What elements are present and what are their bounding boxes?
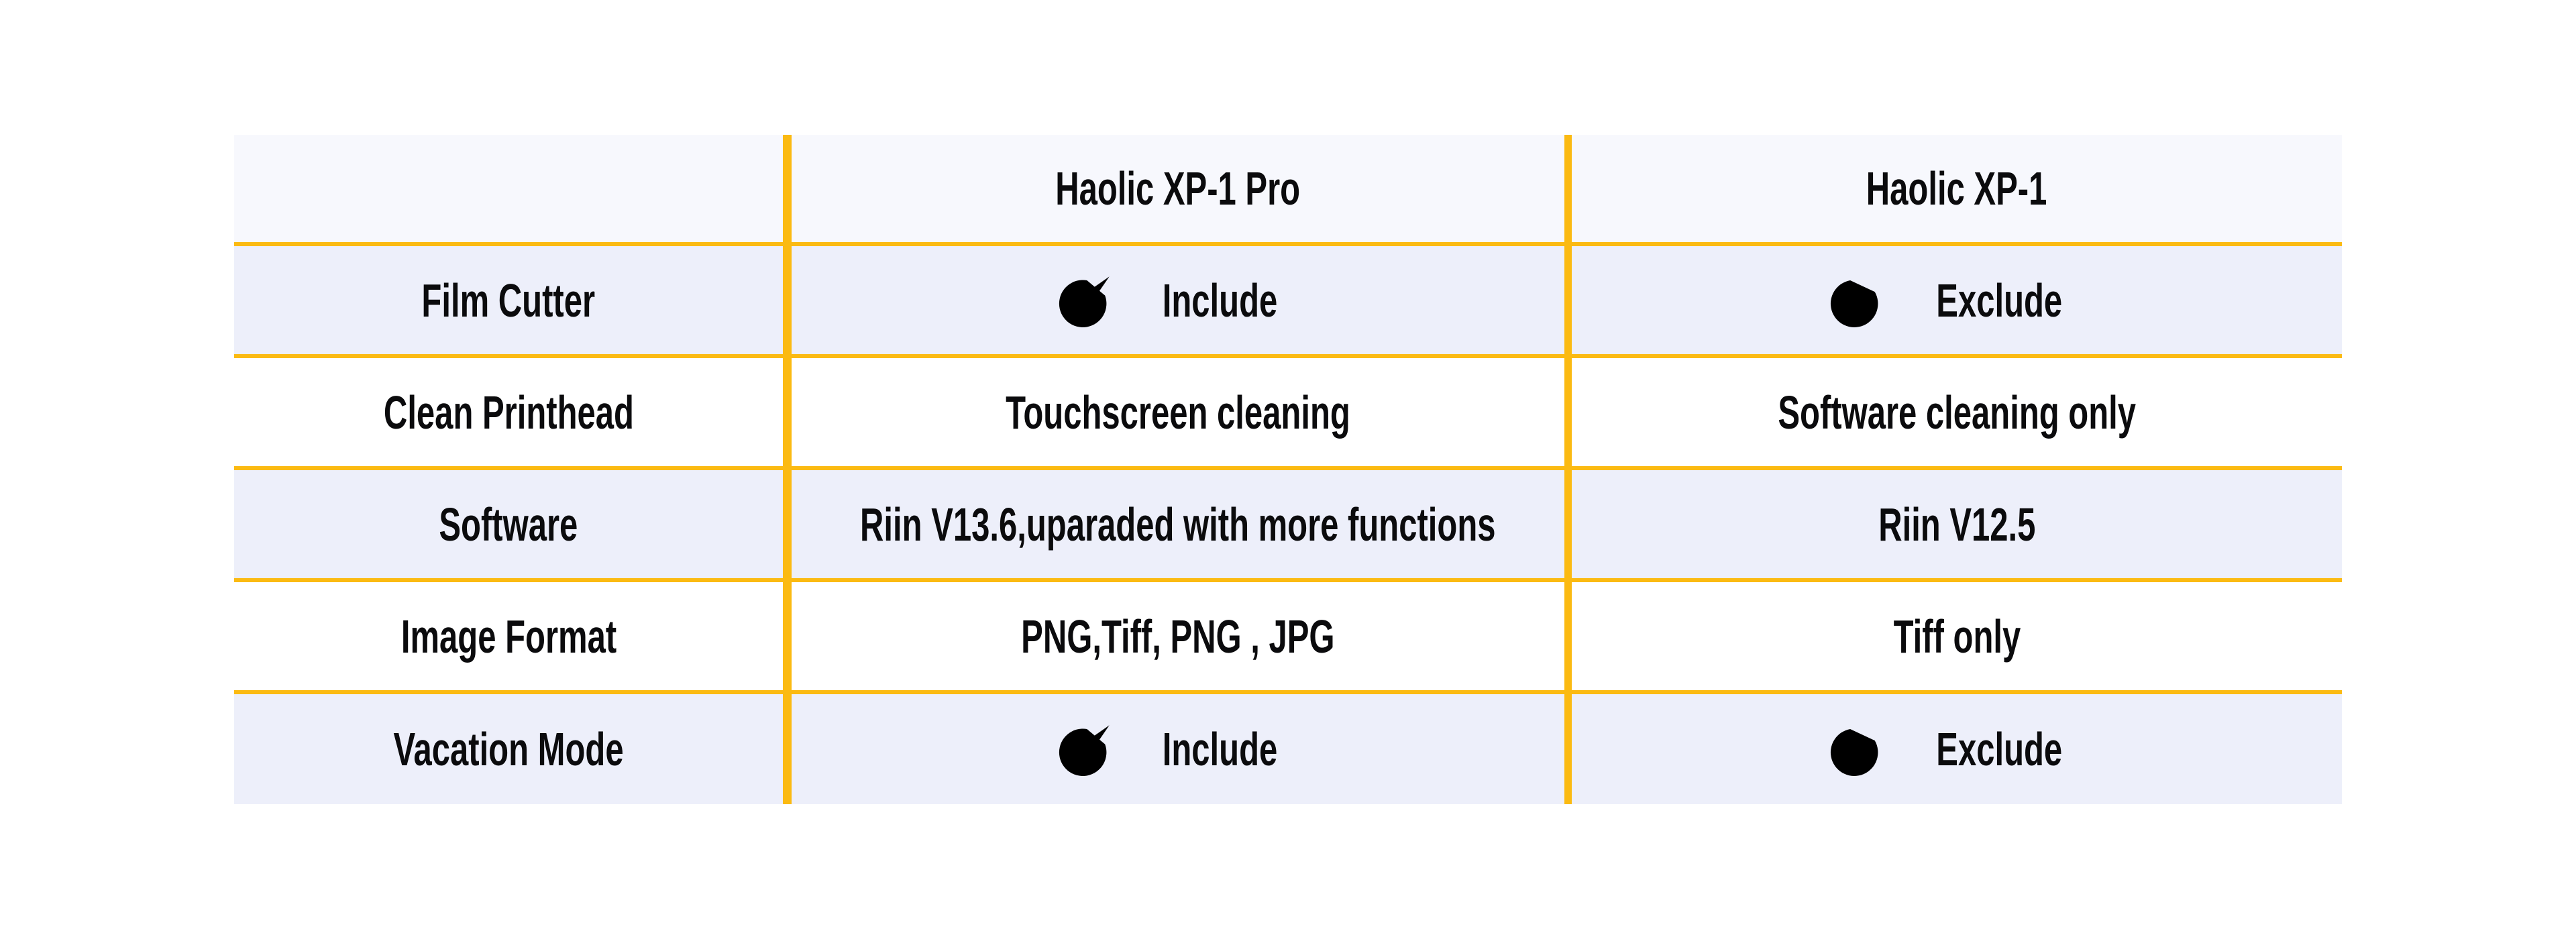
value-label: Include bbox=[1163, 723, 1278, 775]
feature-label: Film Cutter bbox=[421, 274, 596, 327]
vertical-divider-2 bbox=[1564, 582, 1572, 690]
feature-cell-software bbox=[234, 470, 783, 578]
vertical-divider-2 bbox=[1564, 694, 1572, 804]
feature-label: Clean Printhead bbox=[383, 386, 634, 439]
vertical-divider-1 bbox=[783, 246, 792, 354]
header-cell-pro bbox=[792, 135, 1564, 242]
value-cell-base-film-cutter bbox=[1572, 246, 2342, 354]
value-cell-pro-film-cutter bbox=[792, 246, 1564, 354]
check-circle-icon bbox=[1053, 718, 1116, 781]
value-label: Software cleaning only bbox=[1778, 386, 2136, 439]
feature-cell-vacation-mode bbox=[234, 694, 783, 804]
feature-cell-film-cutter bbox=[234, 246, 783, 354]
feature-cell-image-format bbox=[234, 582, 783, 690]
vertical-divider-1 bbox=[783, 358, 792, 466]
check-circle-icon bbox=[1053, 269, 1116, 332]
value-cell-pro-software bbox=[792, 470, 1564, 578]
value-cell-base-vacation-mode bbox=[1572, 694, 2342, 804]
value-label: Touchscreen cleaning bbox=[1006, 386, 1350, 439]
vertical-divider-2 bbox=[1564, 135, 1572, 242]
comparison-table bbox=[234, 135, 2342, 804]
value-cell-base-image-format bbox=[1572, 582, 2342, 690]
vertical-divider-1 bbox=[783, 470, 792, 578]
feature-label: Vacation Mode bbox=[393, 723, 624, 775]
column-header-label: Haolic XP-1 bbox=[1866, 162, 2047, 215]
feature-cell-clean-printhead bbox=[234, 358, 783, 466]
vertical-divider-1 bbox=[783, 694, 792, 804]
value-cell-pro-clean-printhead bbox=[792, 358, 1564, 466]
header-cell-blank bbox=[234, 135, 783, 242]
feature-label: Image Format bbox=[400, 610, 616, 663]
value-label: Exclude bbox=[1936, 274, 2062, 327]
x-circle-icon bbox=[1825, 269, 1888, 332]
value-label: Riin V13.6,uparaded with more functions bbox=[860, 498, 1496, 551]
value-label: Include bbox=[1163, 274, 1278, 327]
value-cell-pro-vacation-mode bbox=[792, 694, 1564, 804]
vertical-divider-2 bbox=[1564, 246, 1572, 354]
value-label: Exclude bbox=[1936, 723, 2062, 775]
vertical-divider-2 bbox=[1564, 358, 1572, 466]
vertical-divider-1 bbox=[783, 135, 792, 242]
feature-label: Software bbox=[439, 498, 578, 551]
value-label: PNG,Tiff, PNG , JPG bbox=[1021, 610, 1335, 663]
value-label: Riin V12.5 bbox=[1878, 498, 2036, 551]
vertical-divider-2 bbox=[1564, 470, 1572, 578]
value-cell-base-clean-printhead bbox=[1572, 358, 2342, 466]
header-cell-base bbox=[1572, 135, 2342, 242]
value-cell-base-software bbox=[1572, 470, 2342, 578]
value-label: Tiff only bbox=[1893, 610, 2021, 663]
value-cell-pro-image-format bbox=[792, 582, 1564, 690]
x-circle-icon bbox=[1825, 718, 1888, 781]
vertical-divider-1 bbox=[783, 582, 792, 690]
column-header-label: Haolic XP-1 Pro bbox=[1055, 162, 1301, 215]
